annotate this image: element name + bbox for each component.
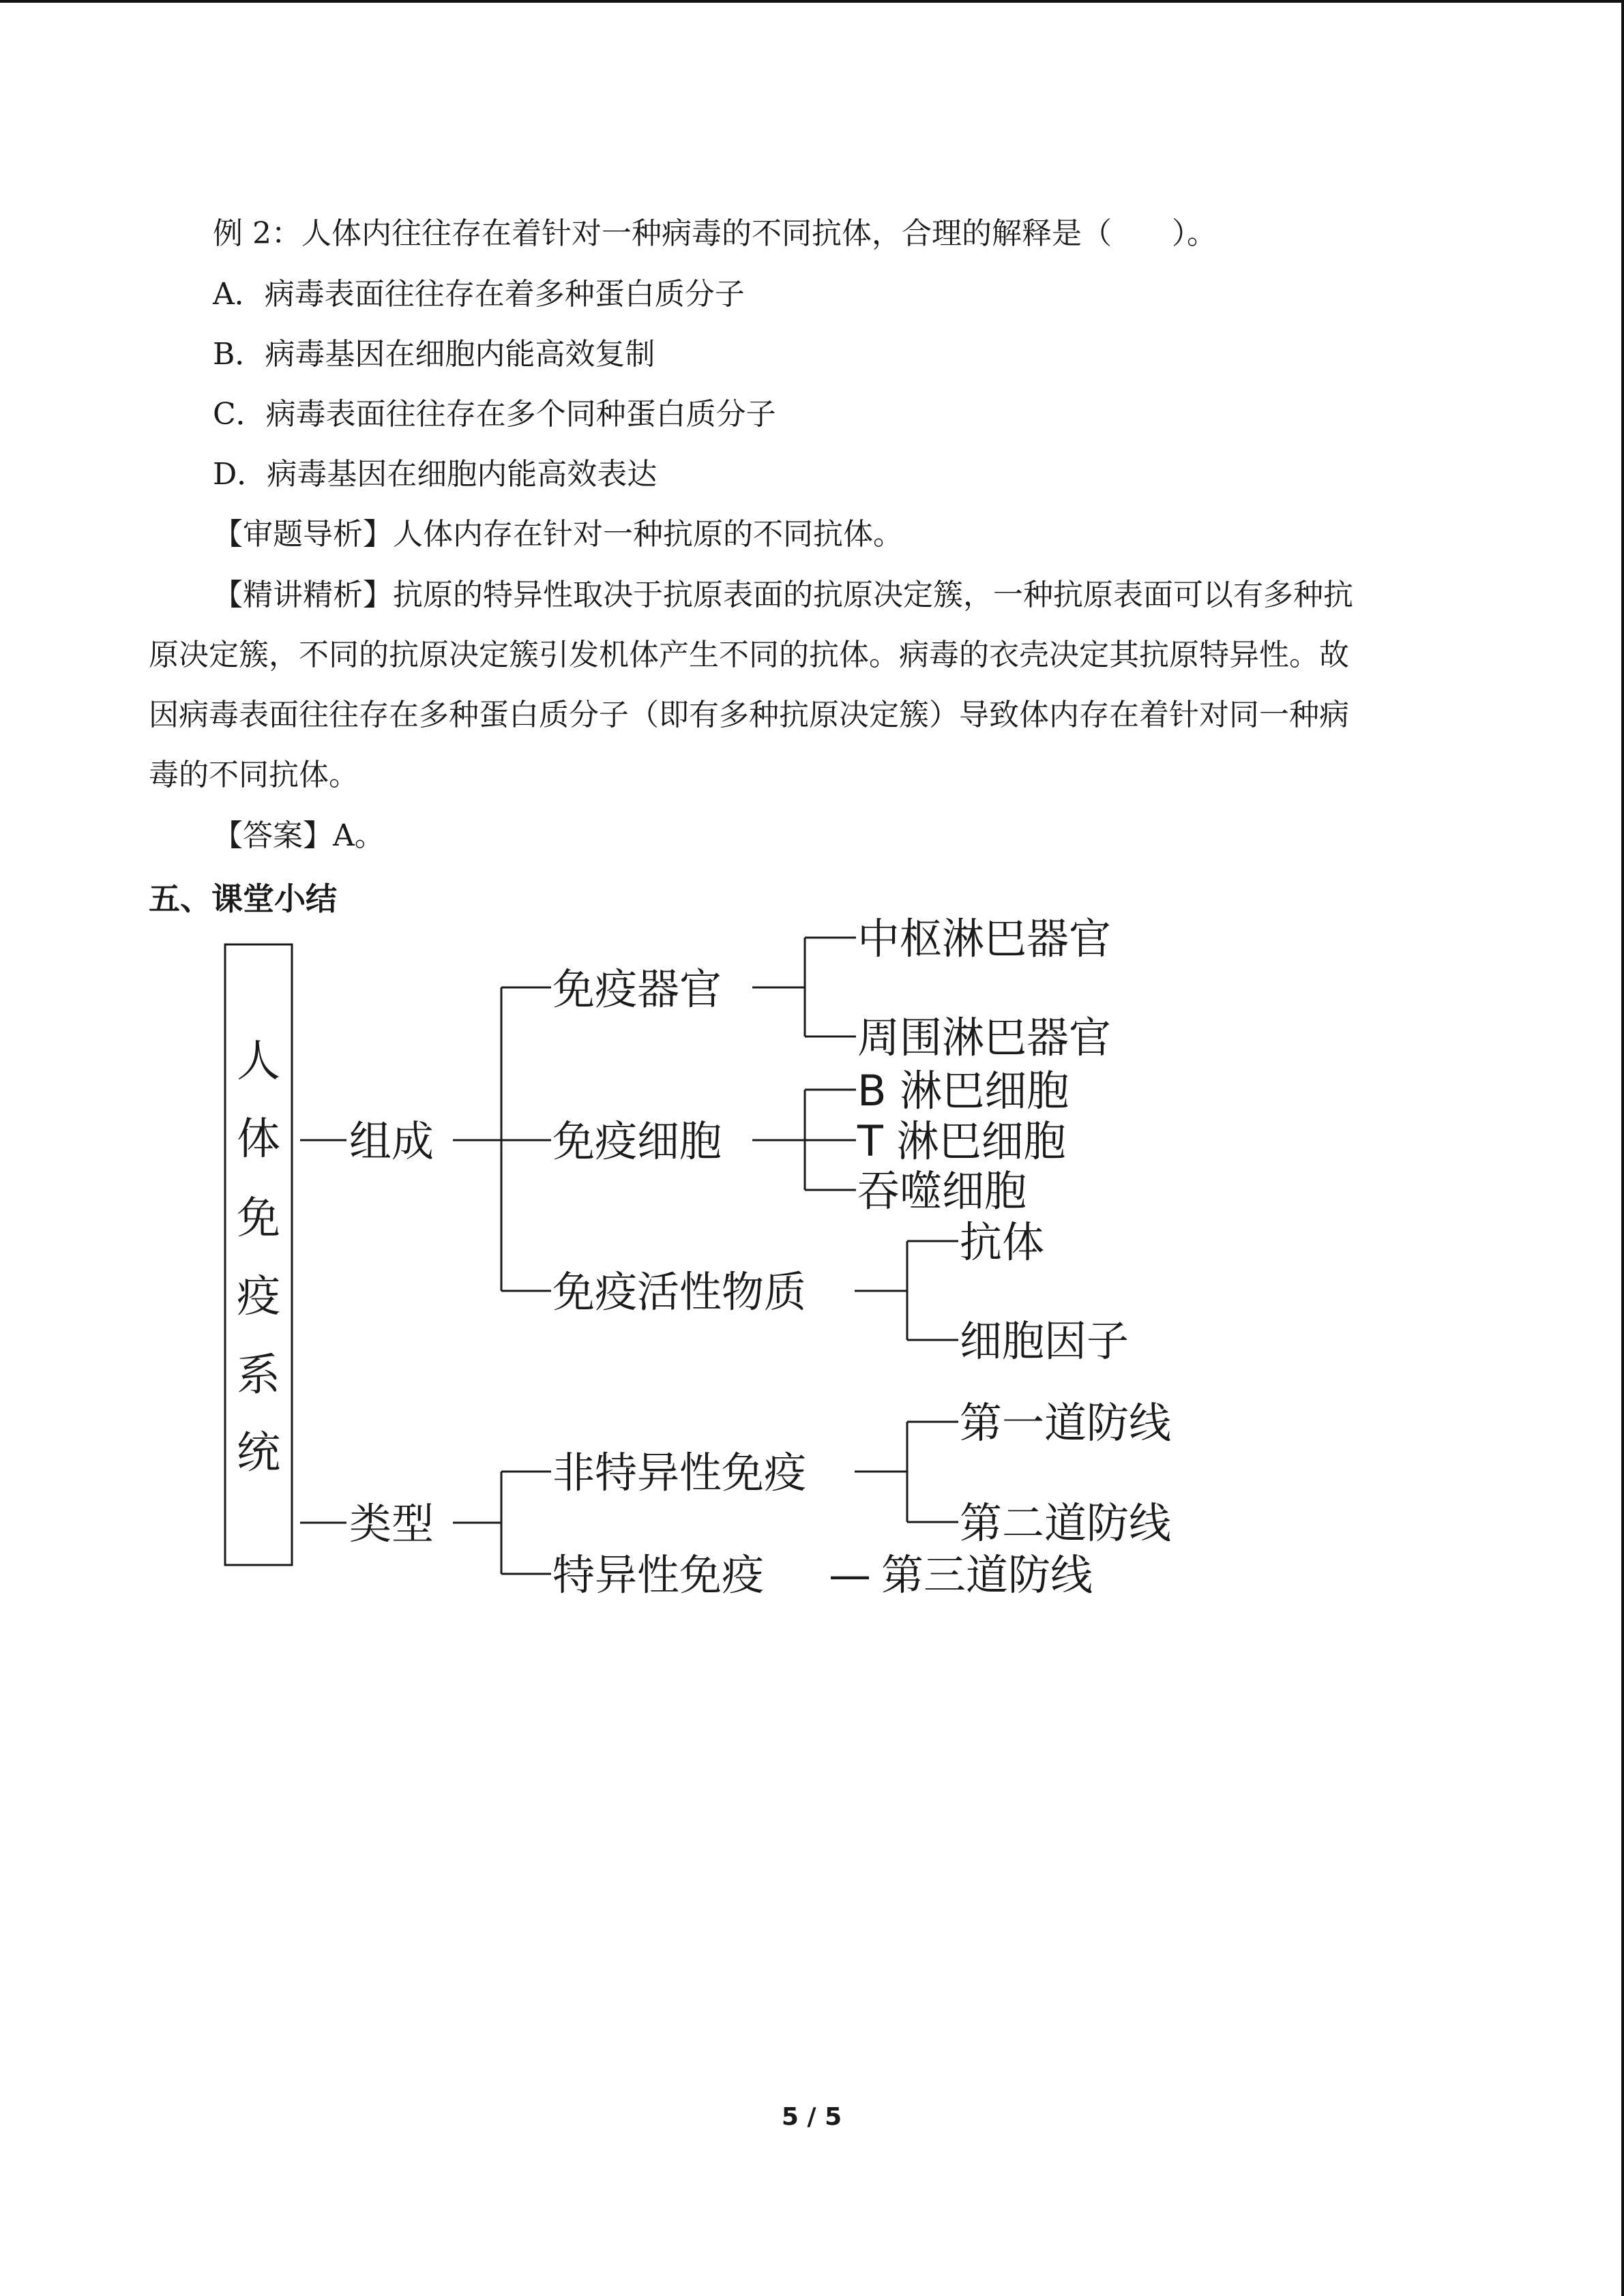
first-line-label: 第一道防线 [960, 1398, 1172, 1448]
analysis-line-3: 因病毒表面往往存在多种蛋白质分子（即有多种抗原决定簇）导致体内存在着针对同一种病 [149, 698, 1349, 732]
specific-separator: — [829, 1550, 871, 1600]
section-title: 五、课堂小结 [149, 880, 337, 917]
analysis-line-2: 原决定簇，不同的抗原决定簇引发机体产生不同的抗体。病毒的衣壳决定其抗原特异性。故 [149, 638, 1349, 672]
option-d: D．病毒基因在细胞内能高效表达 [213, 457, 658, 492]
third-line-label: 第三道防线 [881, 1550, 1093, 1600]
active-substances-label: 免疫活性物质 [552, 1267, 807, 1317]
t-cell-label: T 淋巴细胞 [857, 1116, 1066, 1166]
analysis-line-1: 【精讲精析】抗原的特异性取决于抗原表面的抗原决定簇，一种抗原表面可以有多种抗 [213, 578, 1353, 612]
specific-label: 特异性免疫 [552, 1550, 765, 1600]
nonspecific-label: 非特异性免疫 [552, 1448, 807, 1497]
organs-label: 免疫器官 [552, 964, 722, 1014]
root-char-5: 系 [237, 1350, 280, 1401]
root-char-2: 体 [237, 1114, 280, 1165]
analysis-line-4: 毒的不同抗体。 [149, 758, 359, 792]
cytokine-label: 细胞因子 [960, 1316, 1130, 1366]
phagocyte-label: 吞噬细胞 [857, 1166, 1027, 1216]
composition-label: 组成 [349, 1116, 434, 1166]
cells-label: 免疫细胞 [552, 1116, 722, 1166]
guide-text: 【审题导析】人体内存在针对一种抗原的不同抗体。 [213, 517, 903, 552]
option-a: A．病毒表面往往存在着多种蛋白质分子 [213, 277, 745, 312]
types-label: 类型 [349, 1499, 434, 1549]
peripheral-organ-label: 周围淋巴器官 [857, 1013, 1112, 1062]
page-number: 5 / 5 [781, 2103, 842, 2131]
root-char-4: 疫 [237, 1272, 280, 1322]
root-char-1: 人 [237, 1037, 280, 1087]
option-b: B．病毒基因在细胞内能高效复制 [213, 337, 655, 372]
antibody-label: 抗体 [960, 1217, 1045, 1267]
example-question: 例 2：人体内往往存在着针对一种病毒的不同抗体，合理的解释是（ ）。 [213, 216, 1217, 251]
root-char-3: 免 [237, 1193, 280, 1244]
answer-text: 【答案】A。 [213, 818, 385, 853]
option-c: C．病毒表面往往存在多个同种蛋白质分子 [213, 397, 776, 432]
central-organ-label: 中枢淋巴器官 [857, 914, 1112, 964]
b-cell-label: B 淋巴细胞 [857, 1066, 1069, 1116]
root-char-6: 统 [237, 1428, 280, 1478]
second-line-label: 第二道防线 [960, 1498, 1172, 1548]
